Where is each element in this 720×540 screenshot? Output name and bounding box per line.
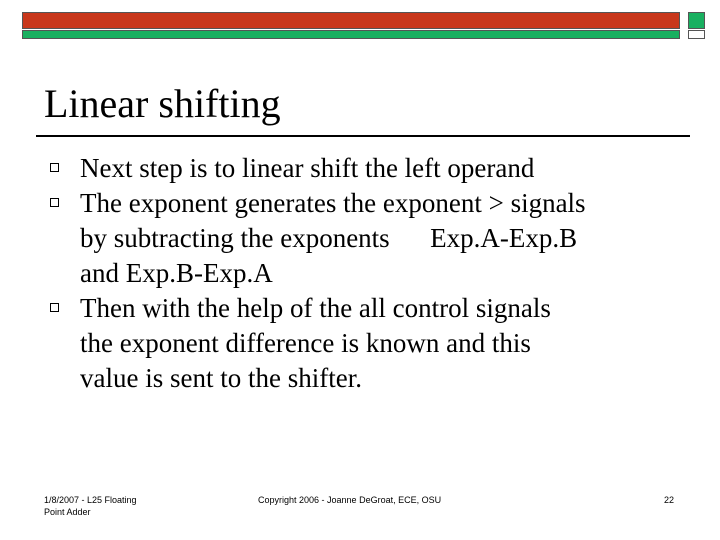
header-square-white xyxy=(688,30,705,39)
hollow-square-bullet-icon xyxy=(50,303,59,312)
footer-left-line: 1/8/2007 - L25 Floating xyxy=(44,495,137,505)
page-number: 22 xyxy=(664,495,675,505)
slide-title: Linear shifting xyxy=(44,81,281,126)
footer-date-title xyxy=(44,494,184,518)
header-square-green xyxy=(688,12,705,29)
bullet-text-line: by subtracting the exponents Exp.A-Exp.B xyxy=(80,223,578,253)
title-underline xyxy=(36,135,690,137)
bullet-text-line: Then with the help of the all control signals xyxy=(80,293,551,323)
footer-copyright: Copyright 2006 - Joanne DeGroat, ECE, OSU xyxy=(258,495,442,505)
header-bar-red xyxy=(22,12,680,29)
bullet-text-line: Next step is to linear shift the left operand xyxy=(80,153,535,183)
bullet-text-line: The exponent generates the exponent > signals xyxy=(80,188,586,218)
header-bar-green xyxy=(22,30,680,39)
hollow-square-bullet-icon xyxy=(50,198,59,207)
bullet-item xyxy=(0,186,680,291)
hollow-square-bullet-icon xyxy=(50,163,59,172)
bullet-list xyxy=(0,151,720,396)
bullet-text-line: value is sent to the shifter. xyxy=(80,363,362,393)
bullet-item xyxy=(0,151,680,186)
bullet-text-line: and Exp.B-Exp.A xyxy=(80,258,273,288)
bullet-text-line: the exponent difference is known and this xyxy=(80,328,531,358)
bullet-item xyxy=(0,291,680,396)
footer-left-line: Point Adder xyxy=(44,507,91,517)
